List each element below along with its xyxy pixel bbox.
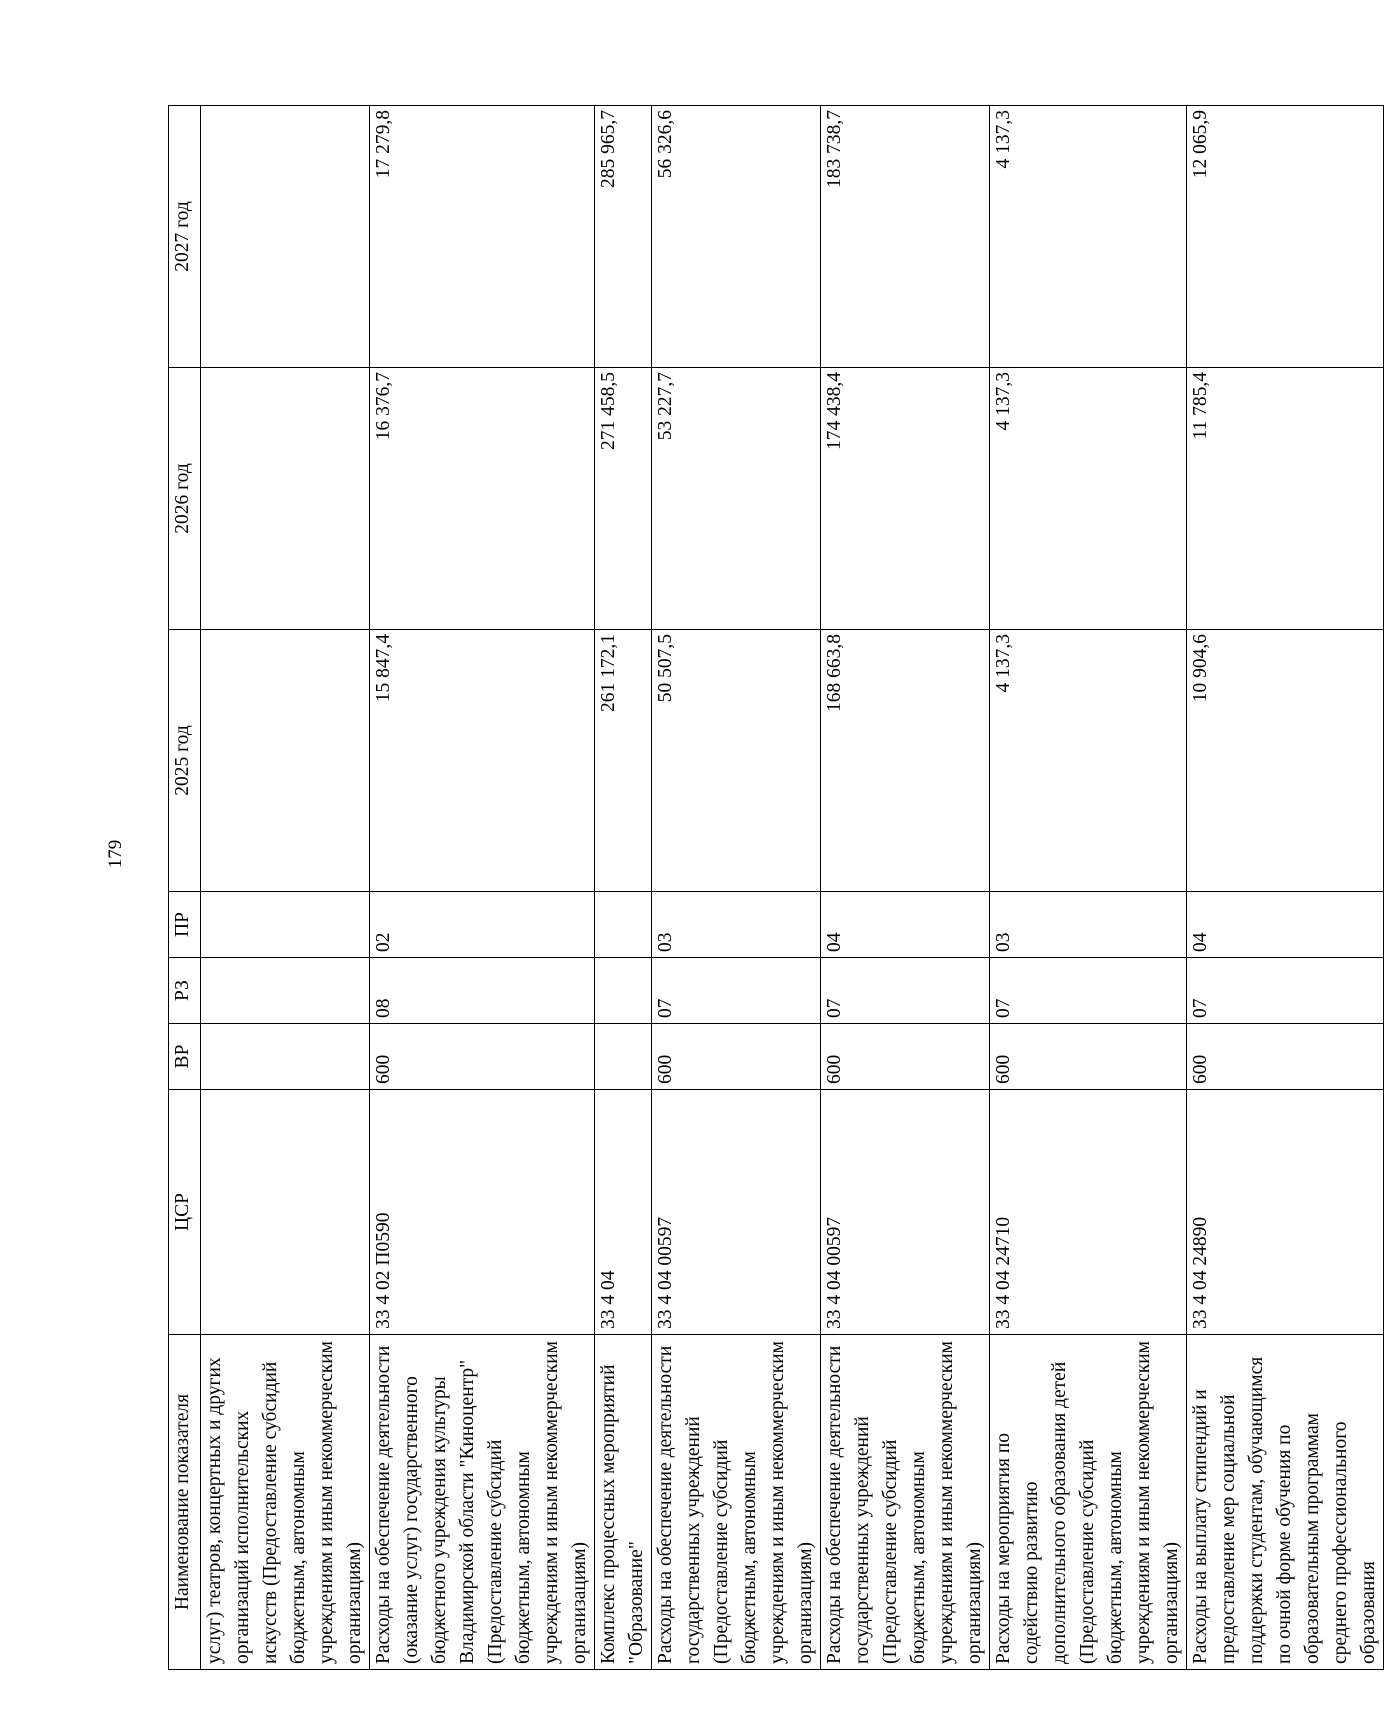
header-2025: 2025 год [169,630,201,892]
header-2026: 2026 год [169,368,201,630]
cell-csr: 33 4 04 00597 [652,1090,821,1335]
cell-2027: 285 965,7 [595,106,652,368]
cell-vr [595,1024,652,1090]
table-header-row [169,106,201,1670]
cell-2027: 183 738,7 [821,106,990,368]
cell-name: Расходы на обеспечение деятельности государственных учреждений (Предоставление субсидий бюджетным, автономным учреждениям и иным некоммерческим организациям) [652,1335,821,1670]
cell-rz: 07 [821,958,990,1024]
cell-rz: 07 [652,958,821,1024]
header-name: Наименование показателя [169,1335,201,1670]
rotated-table-container [168,106,1379,1670]
cell-vr [201,1024,370,1090]
cell-pr: 04 [1187,892,1384,958]
cell-2027: 12 065,9 [1187,106,1384,368]
cell-vr: 600 [821,1024,990,1090]
cell-name: Комплекс процессных мероприятий "Образование" [595,1335,652,1670]
cell-2026: 53 227,7 [652,368,821,630]
cell-vr: 600 [990,1024,1187,1090]
cell-2026: 11 785,4 [1187,368,1384,630]
header-2027: 2027 год [169,106,201,368]
cell-pr: 03 [652,892,821,958]
cell-2026 [201,368,370,630]
cell-pr: 02 [370,892,595,958]
header-vr: ВР [169,1024,201,1090]
cell-2026: 4 137,3 [990,368,1187,630]
cell-pr: 04 [821,892,990,958]
cell-csr: 33 4 02 П0590 [370,1090,595,1335]
cell-name: услуг) театров, концертных и других организаций исполнительских искусств (Предоставление субсидий бюджетным, автономным учреждениям и иным некоммерческим организациям) [201,1335,370,1670]
cell-rz [201,958,370,1024]
cell-rz [595,958,652,1024]
table-row [595,106,652,1670]
table-row [652,106,821,1670]
header-rz: РЗ [169,958,201,1024]
table-row [1187,106,1384,1670]
cell-csr: 33 4 04 [595,1090,652,1335]
header-csr: ЦСР [169,1090,201,1335]
cell-2025: 15 847,4 [370,630,595,892]
cell-vr: 600 [370,1024,595,1090]
cell-2025: 4 137,3 [990,630,1187,892]
cell-2025: 50 507,5 [652,630,821,892]
cell-2027: 56 326,6 [652,106,821,368]
cell-rz: 07 [990,958,1187,1024]
table-row [201,106,370,1670]
budget-table [168,105,1384,1670]
cell-vr: 600 [1187,1024,1384,1090]
page-number: 179 [105,839,126,869]
cell-2025: 168 663,8 [821,630,990,892]
cell-2027: 17 279,8 [370,106,595,368]
cell-2025: 10 904,6 [1187,630,1384,892]
table-row [370,106,595,1670]
cell-rz: 08 [370,958,595,1024]
cell-pr [201,892,370,958]
cell-rz: 07 [1187,958,1384,1024]
cell-pr: 03 [990,892,1187,958]
header-pr: ПР [169,892,201,958]
cell-csr: 33 4 04 00597 [821,1090,990,1335]
cell-pr [595,892,652,958]
cell-2026: 271 458,5 [595,368,652,630]
cell-2026: 174 438,4 [821,368,990,630]
cell-2025: 261 172,1 [595,630,652,892]
table-row [821,106,990,1670]
cell-2026: 16 376,7 [370,368,595,630]
cell-csr: 33 4 04 24710 [990,1090,1187,1335]
cell-2027 [201,106,370,368]
cell-2025 [201,630,370,892]
cell-name: Расходы на выплату стипендий и предоставление мер социальной поддержки студентам, обучающимся по очной форме обучения по образовательным программам среднего профессионального образования [1187,1335,1384,1670]
cell-name: Расходы на обеспечение деятельности (оказание услуг) государственного бюджетного учреждения культуры Владимирской области "Киноцентр" (Предоставление субсидий бюджетным, автономным учреждениям и иным некоммерческим организациям) [370,1335,595,1670]
cell-2027: 4 137,3 [990,106,1187,368]
cell-name: Расходы на обеспечение деятельности государственных учреждений (Предоставление субсидий бюджетным, автономным учреждениям и иным некоммерческим организациям) [821,1335,990,1670]
cell-name: Расходы на мероприятия по содействию развитию дополнительного образования детей (Предоставление субсидий бюджетным, автономным учреждениям и иным некоммерческим организациям) [990,1335,1187,1670]
cell-vr: 600 [652,1024,821,1090]
cell-csr: 33 4 04 24890 [1187,1090,1384,1335]
cell-csr [201,1090,370,1335]
table-row [990,106,1187,1670]
